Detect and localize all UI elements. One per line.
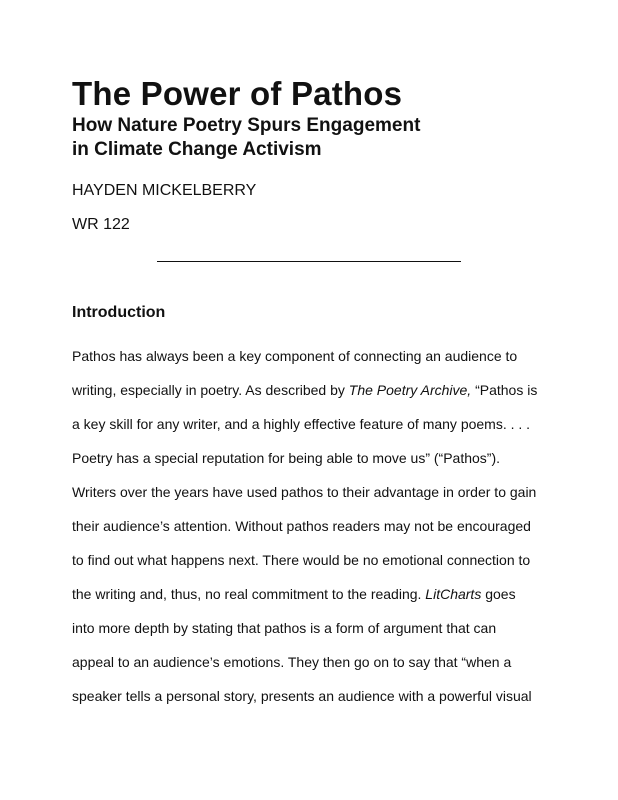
course-code: WR 122	[72, 216, 130, 233]
section-heading: Introduction	[72, 304, 166, 321]
paragraph-line: speaker tells a personal story, presents an audience with a powerful visual	[72, 688, 532, 704]
paragraph-line: to find out what happens next. There would be no emotional connection to	[72, 552, 531, 568]
paragraph-line: writing, especially in poetry. As described by The Poetry Archive, “Pathos is	[72, 382, 538, 398]
paragraph-line: Writers over the years have used pathos to their advantage in order to gain	[72, 484, 537, 500]
author-name: HAYDEN MICKELBERRY	[72, 182, 257, 199]
paragraph-line: into more depth by stating that pathos is a form of argument that can	[72, 620, 497, 636]
document-title: The Power of Pathos	[72, 75, 403, 112]
paragraph-line: the writing and, thus, no real commitment to the reading. LitCharts goes	[72, 586, 516, 602]
italic-title: LitCharts	[425, 586, 482, 602]
body-paragraph	[72, 339, 552, 713]
paragraph-line: their audience’s attention. Without pathos readers may not be encouraged	[72, 518, 531, 534]
subtitle-line: How Nature Poetry Spurs Engagement	[72, 115, 421, 136]
paragraph-line: Poetry has a special reputation for being able to move us” (“Pathos”).	[72, 450, 500, 466]
subtitle-line: in Climate Change Activism	[72, 139, 322, 160]
paragraph-line: Pathos has always been a key component of connecting an audience to	[72, 348, 518, 364]
paragraph-line: a key skill for any writer, and a highly effective feature of many poems. . . .	[72, 416, 531, 432]
paragraph-line: appeal to an audience’s emotions. They then go on to say that “when a	[72, 654, 512, 670]
italic-title: The Poetry Archive,	[348, 382, 472, 398]
title-divider	[157, 261, 461, 262]
document-subtitle	[72, 114, 420, 162]
